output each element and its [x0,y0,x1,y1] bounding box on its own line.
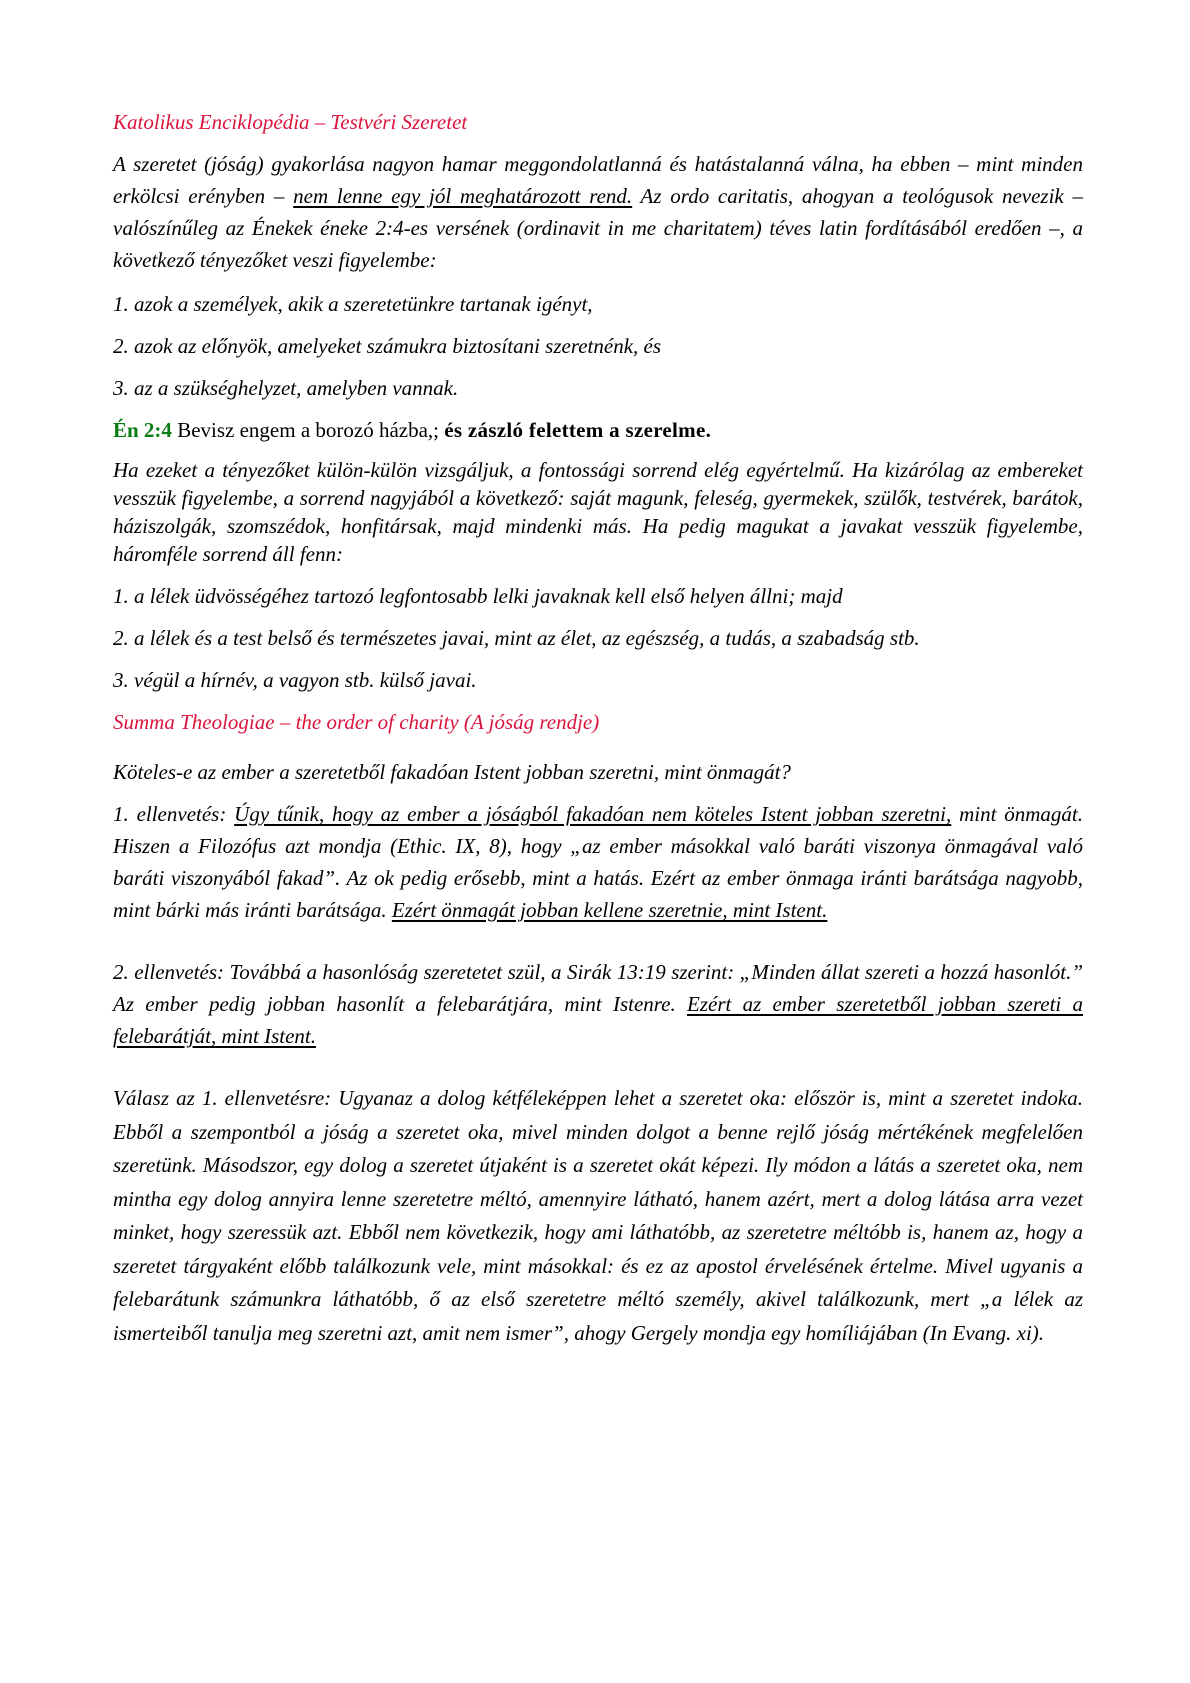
reply-1-paragraph: Válasz az 1. ellenvetésre: Ugyanaz a dolog kétféleképpen lehet a szeretet oka: először is, mint a szeretet indoka. Ebből a szempontból a jóság a szeretet oka, mivel minden dolgot a benne rejlő jóság mértékének megfelelően szeretünk. Másodszor, egy dolog a szeretet útjaként is a szeretet okát képezi. Ily módon a látás a szeretet oka, nem mintha egy dolog annyira lenne szeretetre méltó, amennyire látható, hanem azért, mert a dolog látása arra vezet minket, hogy szeressük azt. Ebből nem következik, hogy ami láthatóbb, az szeretetre méltóbb is, hanem az, hogy a szeretet tárgyaként előbb találkozunk vele, mint másokkal: és ez az apostol érvelésének értelme. Mivel ugyanis a felebarátunk számunkra láthatóbb, ő az első szeretetre méltó személy, akivel találkozunk, mert „a lélek az ismerteiből tanulja meg szeretni azt, amit nem ismer”, ahogy Gergely mondja egy homíliájában (In Evang. xi). [113,1086,1083,1345]
objection-1-label: 1. ellenvetés: [113,802,235,826]
goods-item-1: 1. a lélek üdvösségéhez tartozó legfontosabb lelki javaknak kell első helyen állni; majd [113,584,843,608]
objection-1-underlined-1: Úgy tűnik, hogy az ember a jóságból fakadóan nem köteles Istent jobban szeretni, [234,802,952,826]
factor-item-3: 3. az a szükséghelyzet, amelyben vannak. [113,376,459,400]
intro-paragraph [113,148,1083,276]
verse-bold-text: és zászló felettem a szerelme. [444,418,712,442]
verse-reference: Én 2:4 [113,418,172,442]
objection-1-paragraph [113,798,1083,926]
intro-text-before: A szeretet (jóság) gyakorlása nagyon hamar meggondolatlanná és hatástalanná válna, ha ebben – mint minden erkölcsi erényben – [113,152,1083,208]
objection-2-underlined: Ezért az ember szeretetből jobban szereti a felebarátját, mint Istent. [113,992,1083,1048]
objection-2-text: 2. ellenvetés: Továbbá a hasonlóság szeretetet szül, a Sirák 13:19 szerint: „Minden állat szereti a hozzá hasonlót.” Az ember pedig jobban hasonlít a felebarátjára, mint Istenre. [113,960,1083,1016]
goods-item-3: 3. végül a hírnév, a vagyon stb. külső javai. [113,668,477,692]
bible-verse [113,416,1083,444]
objection-1-underlined-2: Ezért önmagát jobban kellene szeretnie, mint Istent. [391,898,828,922]
factor-item-2: 2. azok az előnyök, amelyeket számukra biztosítani szeretnénk, és [113,334,662,358]
document-page [113,108,1083,1350]
order-paragraph: Ha ezeket a tényezőket külön-külön vizsgáljuk, a fontossági sorrend elég egyértelmű. Ha kizárólag az embereket vesszük figyelembe, a sorrend nagyjából a következő: saját magunk, feleség, gyermekek, szülők, testvérek, barátok, háziszolgák, szomszédok, honfitársak, majd mindenki más. Ha pedig magukat a javakat vesszük figyelembe, háromféle sorrend áll fenn: [113,458,1083,566]
objection-2-paragraph [113,956,1083,1052]
goods-item-2: 2. a lélek és a test belső és természetes javai, mint az élet, az egészség, a tudás, a szabadság stb. [113,626,920,650]
factor-item-1: 1. azok a személyek, akik a szeretetünkre tartanak igényt, [113,292,593,316]
objection-1-text: mint önmagát. Hiszen a Filozófus azt mondja (Ethic. IX, 8), hogy „az ember másokkal való baráti viszonya önmagával való baráti viszonyából fakad”. Az ok pedig erősebb, mint a hatás. Ezért az ember önmaga iránti barátsága nagyobb, mint bárki más iránti barátsága. [113,802,1083,922]
intro-text-after: Az ordo caritatis, ahogyan a teológusok nevezik – valószínűleg az Énekek éneke 2:4-es versének (ordinavit in me charitatem) téves latin fordításából eredően –, a következő tényezőket veszi figyelembe: [113,184,1083,272]
verse-text: Bevisz engem a borozó házba,; [171,418,445,442]
question-text: Köteles-e az ember a szeretetből fakadóan Istent jobban szeretni, mint önmagát? [113,760,791,784]
section-heading-summa-theologiae: Summa Theologiae – the order of charity (A jóság rendje) [113,710,600,734]
section-heading-catholic-encyclopedia: Katolikus Enciklopédia – Testvéri Szeretet [113,110,468,134]
intro-underlined-text: nem lenne egy jól meghatározott rend. [293,184,633,208]
